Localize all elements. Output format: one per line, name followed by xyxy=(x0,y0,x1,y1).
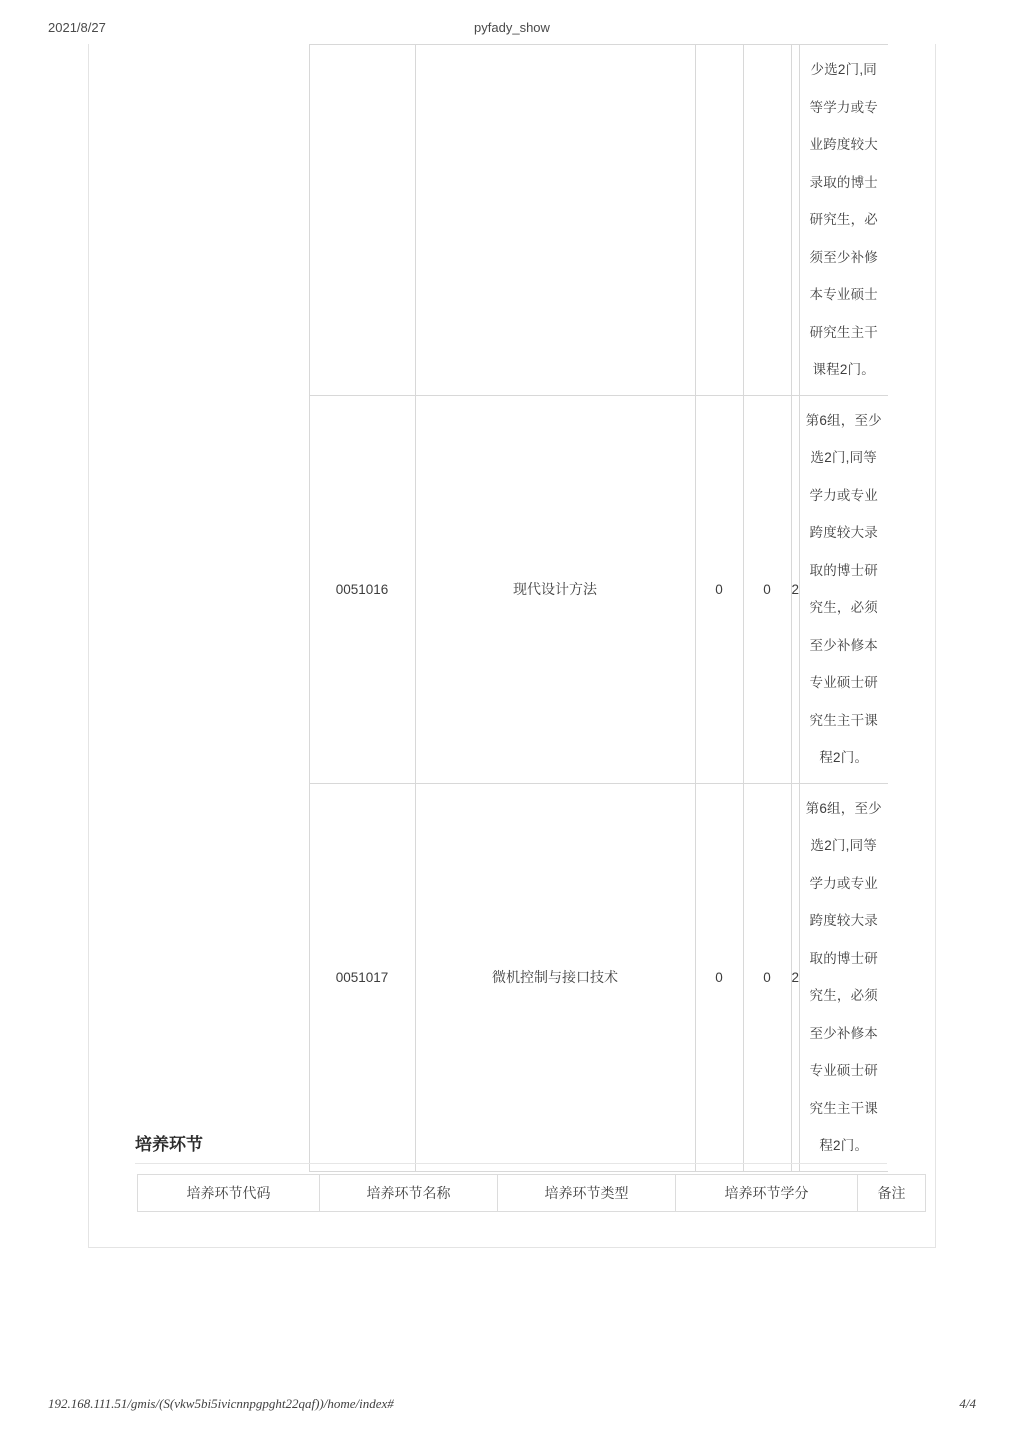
course-value-3: 2 xyxy=(791,783,799,1171)
print-header xyxy=(0,20,1024,40)
course-value-3: 2 xyxy=(791,395,799,783)
course-name: 现代设计方法 xyxy=(415,395,695,783)
page-content-frame xyxy=(88,44,936,1248)
document-title: pyfady_show xyxy=(474,20,550,35)
course-value-1 xyxy=(695,45,743,396)
table-row xyxy=(137,45,888,396)
column-header-type: 培养环节类型 xyxy=(498,1175,676,1212)
course-group-cell xyxy=(137,45,309,1172)
column-header-credit: 培养环节学分 xyxy=(676,1175,858,1212)
course-value-2 xyxy=(743,45,791,396)
column-header-code: 培养环节代码 xyxy=(138,1175,320,1212)
training-link-table xyxy=(137,1174,926,1212)
course-value-1: 0 xyxy=(695,783,743,1171)
course-value-1: 0 xyxy=(695,395,743,783)
course-code: 0051016 xyxy=(309,395,415,783)
print-footer xyxy=(0,1396,1024,1416)
print-date: 2021/8/27 xyxy=(48,20,106,35)
course-code: 0051017 xyxy=(309,783,415,1171)
course-spacer xyxy=(791,45,799,396)
course-code xyxy=(309,45,415,396)
column-header-remark: 备注 xyxy=(858,1175,926,1212)
course-value-2: 0 xyxy=(743,395,791,783)
course-remark: 第6组，至少选2门,同等学力或专业跨度较大录取的博士研究生，必须至少补修本专业硕士研究生主干课程2门。 xyxy=(799,783,888,1171)
section-heading-training: 培养环节 xyxy=(135,1130,887,1164)
course-value-2: 0 xyxy=(743,783,791,1171)
course-remark: 第6组，至少选2门,同等学力或专业跨度较大录取的博士研究生，必须至少补修本专业硕士研究生主干课程2门。 xyxy=(799,395,888,783)
footer-url: 192.168.111.51/gmis/(S(vkw5bi5ivicnnpgpght22qaf))/home/index# xyxy=(48,1396,394,1411)
footer-page-number: 4/4 xyxy=(959,1396,976,1411)
column-header-name: 培养环节名称 xyxy=(320,1175,498,1212)
table-header-row xyxy=(138,1175,926,1212)
course-table xyxy=(137,44,888,1172)
course-remark: 少选2门,同等学力或专业跨度较大录取的博士研究生，必须至少补修本专业硕士研究生主干课程2门。 xyxy=(799,45,888,396)
course-name xyxy=(415,45,695,396)
course-name: 微机控制与接口技术 xyxy=(415,783,695,1171)
